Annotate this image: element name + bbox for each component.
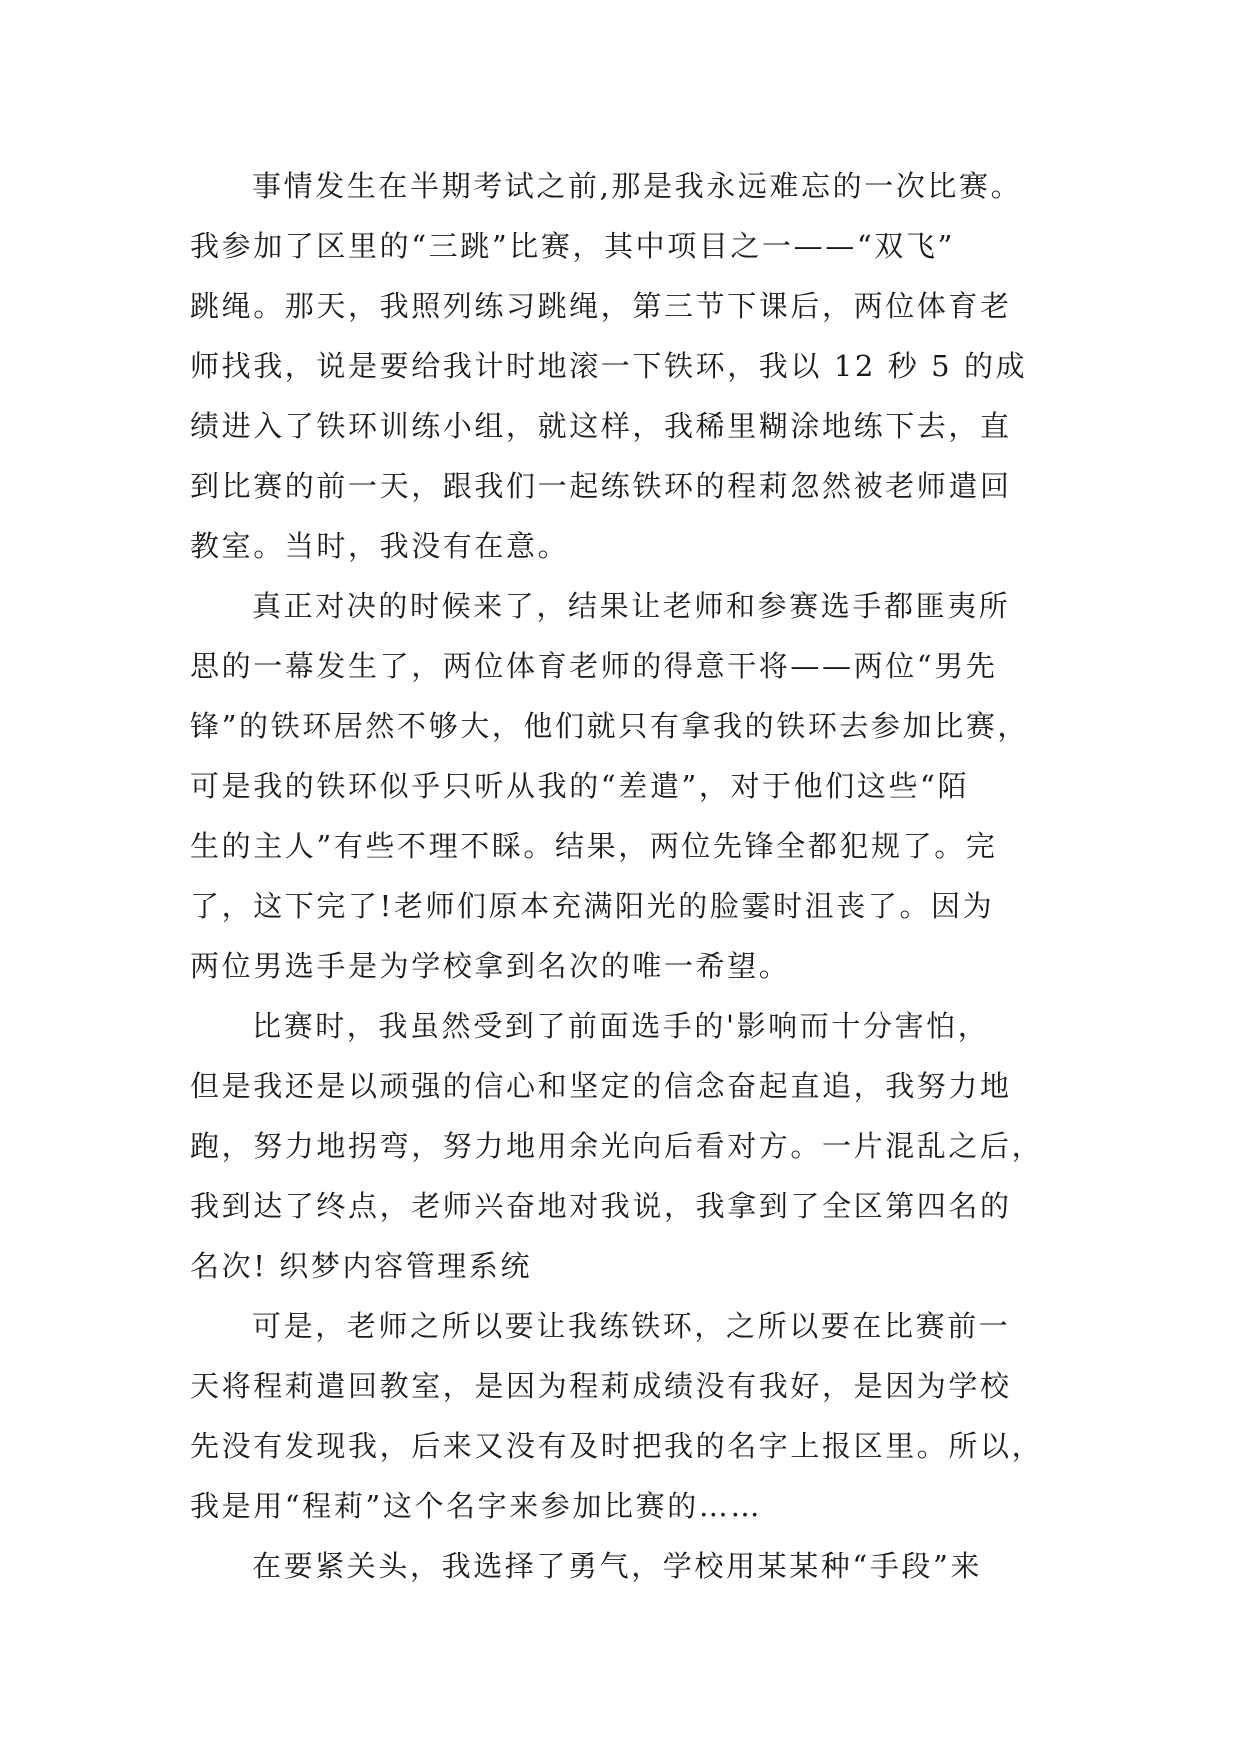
paragraph-4-line-2: 天将程莉遣回教室，是因为程莉成绩没有我好，是因为学校 [190,1369,1012,1403]
paragraph-2-line-2: 思的一幕发生了，两位体育老师的得意干将——两位“男先 [190,649,998,683]
article-body [190,156,1090,1596]
paragraph-2-line-5: 生的主人”有些不理不睬。结果，两位先锋全都犯规了。完 [190,829,998,863]
paragraph-5-line-1: 在要紧关头，我选择了勇气，学校用某某种“手段”来 [252,1549,983,1583]
paragraph-2-line-6: 了，这下完了!老师们原本充满阳光的脸霎时沮丧了。因为 [190,889,995,923]
paragraph-2-line-1: 真正对决的时候来了，结果让老师和参赛选手都匪夷所 [252,589,1011,623]
paragraph-3-line-2: 但是我还是以顽强的信心和坚定的信念奋起直追，我努力地 [190,1069,1012,1103]
paragraph-1-line-6: 到比赛的前一天，跟我们一起练铁环的程莉忽然被老师遣回 [190,469,1012,503]
paragraph-1-line-3: 跳绳。那天，我照列练习跳绳，第三节下课后，两位体育老 [190,289,1012,323]
paragraph-3-line-3: 跑，努力地拐弯，努力地用余光向后看对方。一片混乱之后， [190,1129,1044,1163]
paragraph-1-line-7: 教室。当时，我没有在意。 [190,529,570,563]
paragraph-2-line-3: 锋”的铁环居然不够大，他们就只有拿我的铁环去参加比赛， [190,709,1030,743]
paragraph-1-line-4: 师找我，说是要给我计时地滚一下铁环，我以 12 秒 5 的成 [190,349,1028,383]
paragraph-2-line-4: 可是我的铁环似乎只听从我的“差遣”，对于他们这些“陌 [190,769,970,803]
paragraph-1-line-2: 我参加了区里的“三跳”比赛，其中项目之一——“双飞” [190,229,955,263]
paragraph-2-line-7: 两位男选手是为学校拿到名次的唯一希望。 [190,949,791,983]
paragraph-4-line-3: 先没有发现我，后来又没有及时把我的名字上报区里。所以， [190,1429,1044,1463]
paragraph-1-line-5: 绩进入了铁环训练小组，就这样，我稀里糊涂地练下去，直 [190,409,1012,443]
paragraph-3-line-1: 比赛时，我虽然受到了前面选手的'影响而十分害怕， [252,1009,990,1043]
paragraph-3-line-5: 名次! 织梦内容管理系统 [190,1249,533,1283]
paragraph-4-line-1: 可是，老师之所以要让我练铁环，之所以要在比赛前一 [252,1309,1011,1343]
paragraph-4-line-4: 我是用“程莉”这个名字来参加比赛的…… [190,1489,763,1523]
paragraph-1-line-1: 事情发生在半期考试之前,那是我永远难忘的一次比赛。 [252,169,1023,203]
paragraph-3-line-4: 我到达了终点，老师兴奋地对我说，我拿到了全区第四名的 [190,1189,1012,1223]
